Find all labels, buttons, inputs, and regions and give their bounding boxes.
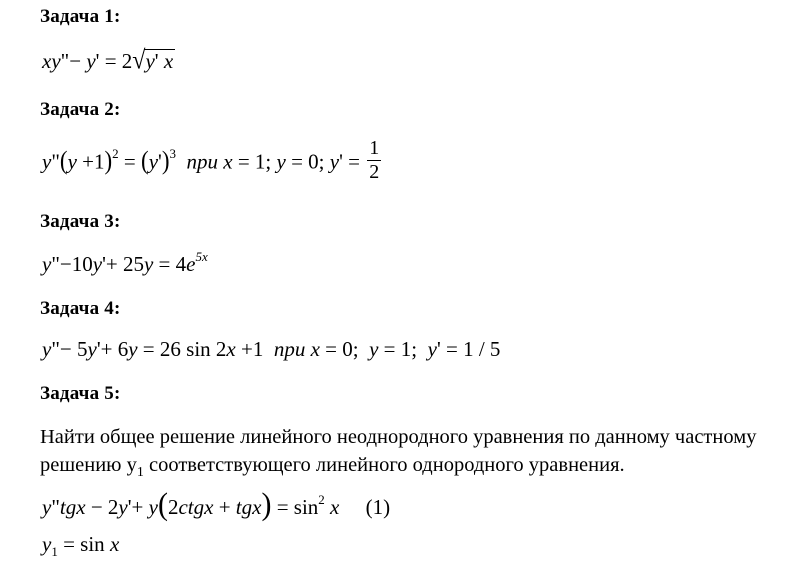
equation-number: (1) (365, 495, 391, 519)
task-1-equation: xy"− y' = 2√y' x (42, 46, 174, 76)
task-5-particular-solution: $y_1 = \sin x$ (42, 532, 120, 559)
task-3-equation: y"−10y'+ $25y = 4e^{5x}$ (42, 249, 208, 276)
task-3-heading: Задача 3: (40, 211, 121, 232)
task-2-condition-word: при (186, 149, 218, 174)
task-4-condition-word: при (273, 337, 306, 361)
task-4-heading: Задача 4: (40, 298, 121, 319)
task-1-heading: Задача 1: (40, 6, 121, 27)
task-5-statement: Найти общее решение линейного неоднородного уравнения по данному частному решению $y_1$ соответствующего линейного однородного уравнения. (40, 426, 757, 481)
task-5-equation: y"tgx − 2y'+ y(2ctgx + $tgx) = \sin^2 x$ (1) (42, 487, 391, 522)
task-4-equation: y"− 5y'+ 6y = 26 sin 2x +1 при x = 0; y = 1; y' = 1 / 5 (42, 337, 501, 361)
task-2-equation: y"(y $+1)^2 = (y')^3$ при x = 1; y = 0; y' = $\frac{1}{2}$ (42, 137, 380, 183)
task-2-heading: Задача 2: (40, 99, 121, 120)
task-5-heading: Задача 5: (40, 383, 121, 404)
fraction-one-half: $\frac{1}{2}$ (369, 137, 380, 183)
